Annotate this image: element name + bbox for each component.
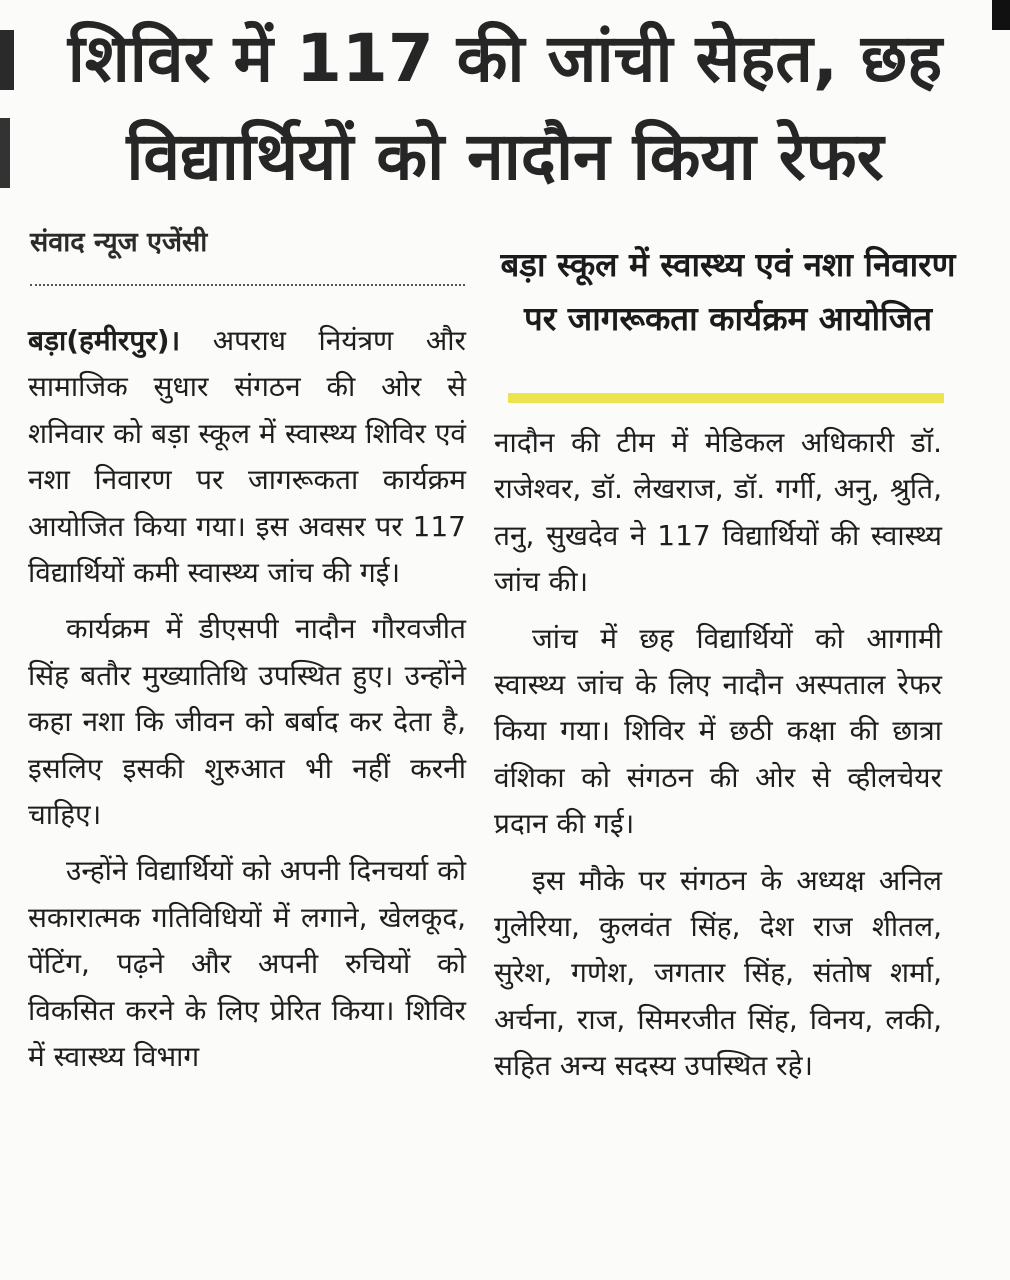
article-paragraph: जांच में छह विद्यार्थियों को आगामी स्वास्थ्य जांच के लिए नादौन अस्पताल रेफर किया गया। शिविर में छठी कक्षा की छात्रा वंशिका को संगठन की ओर से व्हीलचेयर प्रदान की गई।	[494, 621, 942, 841]
article-paragraph: कार्यक्रम में डीएसपी नादौन गौरवजीत सिंह बतौर मुख्यातिथि उपस्थित हुए। उन्होंने कहा नशा कि जीवन को बर्बाद कर देता है, इसलिए इसकी शुरुआत भी नहीं करनी चाहिए।	[28, 612, 466, 832]
article-paragraph: इस मौके पर संगठन के अध्यक्ष अनिल गुलेरिया, कुलवंत सिंह, देश राज शीतल, सुरेश, गणेश, जगतार सिंह, संतोष शर्मा, अर्चना, राज, सिमरजीत सिंह, विनय, लकी, सहित अन्य सदस्य उपस्थित रहे।	[494, 863, 942, 1083]
article-column-right	[494, 420, 942, 1090]
article-column-left	[28, 318, 466, 1081]
scan-edge-mark	[992, 0, 1010, 30]
subheadline: बड़ा स्कूल में स्वास्थ्य एवं नशा निवारण पर जागरूकता कार्यक्रम आयोजित	[500, 245, 956, 338]
article-paragraph: उन्होंने विद्यार्थियों को अपनी दिनचर्या को सकारात्मक गतिविधियों में लगाने, खेलकूद, पेंटिंग, पढ़ने और अपनी रुचियों को विकसित करने के लिए प्रेरित किया। शिविर में स्वास्थ्य विभाग	[28, 854, 466, 1074]
byline: संवाद न्यूज एजेंसी	[30, 227, 208, 258]
subheadline-highlight-rule	[508, 393, 944, 403]
scan-edge-mark	[0, 30, 14, 90]
article-paragraph	[28, 318, 466, 596]
headline: शिविर में 117 की जांची सेहत, छह विद्यार्थियों को नादौन किया रेफर	[67, 20, 943, 195]
dateline: बड़ा(हमीरपुर)।	[28, 324, 181, 357]
scan-edge-mark	[0, 118, 10, 188]
paragraph-text: अपराध नियंत्रण और सामाजिक सुधार संगठन की ओर से शनिवार को बड़ा स्कूल में स्वास्थ्य शिविर एवं नशा निवारण पर जागरूकता कार्यक्रम आयोजित किया गया। इस अवसर पर 117 विद्यार्थियों कमी स्वास्थ्य जांच की गई।	[28, 324, 466, 590]
article-paragraph: नादौन की टीम में मेडिकल अधिकारी डॉ. राजेश्वर, डॉ. लेखराज, डॉ. गर्गी, अनु, श्रुति, तनु, सुखदेव ने 117 विद्यार्थियों की स्वास्थ्य जांच की।	[494, 426, 942, 599]
byline-divider	[30, 284, 465, 286]
